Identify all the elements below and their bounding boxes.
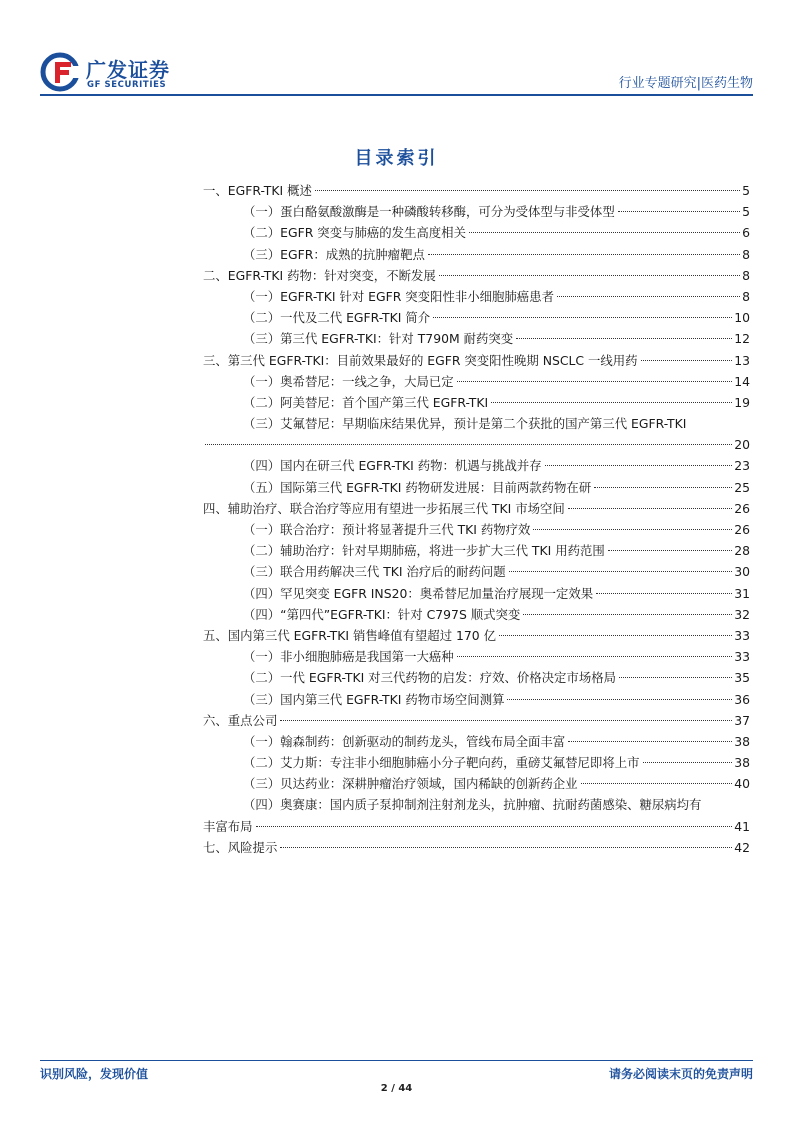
footer-disclaimer: 请务必阅读末页的免责声明 <box>608 1067 753 1081</box>
toc-leader-dots <box>507 699 732 700</box>
toc-leader-dots <box>533 529 732 530</box>
toc-entry-label: （五）国际第三代 EGFR-TKI 药物研发进展：目前两款药物在研 <box>243 479 592 495</box>
toc-leader-dots <box>205 444 732 445</box>
toc-entry-page: 31 <box>734 585 750 601</box>
toc-entry-label: （二）一代 EGFR-TKI 对三代药物的启发：疗效、价格决定市场格局 <box>243 670 616 686</box>
toc-leader-dots <box>608 550 732 551</box>
toc-entry-page: 6 <box>742 225 750 241</box>
toc-leader-dots <box>641 360 733 361</box>
toc-section-entry[interactable] <box>203 180 750 201</box>
toc-entry-page: 8 <box>742 288 750 304</box>
toc-leader-dots <box>594 487 732 488</box>
toc-entry-page: 38 <box>734 733 750 749</box>
toc-entry-page: 5 <box>742 183 750 198</box>
toc-entry[interactable] <box>203 752 750 773</box>
toc-leader-dots <box>581 783 733 784</box>
toc-leader-dots <box>516 338 732 339</box>
toc-entry-label: （三）贝达药业：深耕肿瘤治疗领域，国内稀缺的创新药企业 <box>243 776 578 792</box>
toc-leader-dots <box>469 232 740 233</box>
toc-entry-page: 8 <box>742 246 750 262</box>
toc-entry-page: 38 <box>734 755 750 771</box>
toc-entry-label: （三）第三代 EGFR-TKI：针对 T790M 耐药突变 <box>243 331 514 347</box>
toc-section-entry[interactable] <box>203 498 750 519</box>
toc-leader-dots <box>457 381 733 382</box>
header-divider <box>40 94 753 96</box>
logo-english-name: GF SECURITIES <box>87 80 167 90</box>
toc-leader-dots <box>619 677 732 678</box>
toc-leader-dots <box>428 254 740 255</box>
toc-entry-page: 12 <box>734 331 750 347</box>
page-number: 2 / 44 <box>380 1083 413 1094</box>
toc-entry-label: （二）一代及二代 EGFR-TKI 简介 <box>243 310 431 326</box>
toc-entry-label: （四）罕见突变 EGFR INS20：奥希替尼加量治疗展现一定效果 <box>243 585 594 601</box>
toc-leader-dots <box>643 762 733 763</box>
toc-entry-label: （三）EGFR：成熟的抗肿瘤靶点 <box>243 246 425 262</box>
toc-entry-page: 13 <box>734 352 750 368</box>
toc-leader-dots <box>509 571 733 572</box>
toc-entry[interactable] <box>203 286 750 307</box>
toc-entry-label: 六、重点公司 <box>203 712 278 728</box>
toc-leader-dots <box>433 317 732 318</box>
toc-entry-page: 33 <box>734 649 750 665</box>
toc-entry-label-continued: 丰富布局 <box>203 818 253 834</box>
toc-entry-label: （二）辅助治疗：针对早期肺癌，将进一步扩大三代 TKI 用药范围 <box>243 543 605 559</box>
toc-leader-dots <box>523 614 732 615</box>
toc-leader-dots <box>256 826 733 827</box>
toc-entry[interactable] <box>203 519 750 540</box>
toc-section-entry[interactable] <box>203 837 750 858</box>
toc-entry-page: 41 <box>734 818 750 834</box>
toc-entry[interactable] <box>203 646 750 667</box>
toc-entry[interactable] <box>203 201 750 222</box>
toc-entry-page: 26 <box>734 522 750 537</box>
toc-entry-label: （三）联合用药解决三代 TKI 治疗后的耐药问题 <box>243 564 506 580</box>
toc-entry-label: （三）国内第三代 EGFR-TKI 药物市场空间测算 <box>243 691 505 707</box>
toc-entry-label: （二）阿美替尼：首个国产第三代 EGFR-TKI <box>243 394 489 410</box>
toc-entry-page: 8 <box>742 267 750 283</box>
toc-entry-label: （一）翰森制药：创新驱动的制药龙头，管线布局全面丰富 <box>243 733 566 749</box>
toc-entry-label: （一）奥希替尼：一线之争，大局已定 <box>243 373 454 389</box>
toc-entry-label: 七、风险提示 <box>203 839 278 855</box>
toc-entry-label: （二）EGFR 突变与肺癌的发生高度相关 <box>243 225 466 241</box>
toc-entry-label: （四）国内在研三代 EGFR-TKI 药物：机遇与挑战并存 <box>243 458 542 474</box>
toc-entry-label: 一、EGFR-TKI 概述 <box>203 183 312 198</box>
toc-entry-page: 14 <box>734 373 750 389</box>
toc-entry[interactable] <box>203 328 750 349</box>
toc-leader-dots <box>457 656 733 657</box>
toc-entry-label: （四）奥赛康：国内质子泵抑制剂注射剂龙头，抗肿瘤、抗耐药菌感染、糖尿病均有 <box>243 797 702 813</box>
toc-leader-dots <box>568 508 732 509</box>
toc-section-entry[interactable] <box>203 710 750 731</box>
report-category: 行业专题研究|医药生物 <box>618 76 753 91</box>
company-logo <box>40 52 220 92</box>
toc-entry[interactable] <box>203 540 750 561</box>
toc-entry-page: 19 <box>734 394 750 410</box>
toc-entry-page: 33 <box>734 627 750 643</box>
toc-leader-dots <box>499 635 732 636</box>
footer-divider <box>40 1060 753 1061</box>
toc-entry-label: （三）艾氟替尼：早期临床结果优异，预计是第二个获批的国产第三代 EGFR-TKI <box>243 416 687 432</box>
toc-entry-label: （一）非小细胞肺癌是我国第一大癌种 <box>243 649 454 665</box>
toc-entry[interactable] <box>203 773 750 794</box>
toc-leader-dots <box>545 465 733 466</box>
toc-entry-page: 37 <box>734 712 750 728</box>
toc-title: 目录索引 <box>354 148 439 169</box>
toc-entry[interactable] <box>203 244 750 265</box>
toc-entry[interactable] <box>203 307 750 328</box>
toc-entry-label: 五、国内第三代 EGFR-TKI 销售峰值有望超过 170 亿 <box>203 627 496 643</box>
page-header <box>40 50 753 94</box>
toc-entry[interactable] <box>203 371 750 392</box>
toc-entry-page: 40 <box>734 776 750 792</box>
toc-entry[interactable] <box>203 477 750 498</box>
toc-entry[interactable] <box>203 413 750 434</box>
toc-entry-continuation[interactable] <box>203 816 750 837</box>
toc-entry-page: 28 <box>734 543 750 559</box>
toc-entry[interactable] <box>203 222 750 243</box>
toc-leader-dots <box>491 402 732 403</box>
logo-chinese-name: 广发证券 <box>86 58 170 82</box>
toc-leader-dots <box>596 593 732 594</box>
toc-leader-dots <box>618 211 740 212</box>
toc-entry-page: 32 <box>734 606 750 622</box>
toc-entry-label: （二）艾力斯：专注非小细胞肺癌小分子靶向药，重磅艾氟替尼即将上市 <box>243 755 640 771</box>
toc-entry[interactable] <box>203 667 750 688</box>
toc-entry-label: （一）蛋白酪氨酸激酶是一种磷酸转移酶，可分为受体型与非受体型 <box>243 204 615 220</box>
toc-entry[interactable] <box>203 689 750 710</box>
toc-leader-dots <box>280 720 732 721</box>
toc-entry[interactable] <box>203 392 750 413</box>
toc-entry-page: 30 <box>734 564 750 580</box>
toc-entry-label: 三、第三代 EGFR-TKI：目前效果最好的 EGFR 突变阳性晚期 NSCLC 一线用药 <box>203 352 638 368</box>
toc-leader-dots <box>315 190 740 191</box>
toc-entry-label: 二、EGFR-TKI 药物：针对突变，不断发展 <box>203 267 436 283</box>
toc-entry[interactable] <box>203 455 750 476</box>
toc-entry-label: （四）“第四代”EGFR-TKI：针对 C797S 顺式突变 <box>243 606 521 622</box>
footer-slogan: 识别风险，发现价值 <box>40 1067 149 1081</box>
toc-entry-page: 20 <box>734 437 750 453</box>
toc-entry-continuation[interactable] <box>203 434 750 455</box>
toc-entry-page: 26 <box>734 500 750 516</box>
toc-entry[interactable] <box>203 604 750 625</box>
toc-entry-page: 25 <box>734 479 750 495</box>
toc-entry-label: 四、辅助治疗、联合治疗等应用有望进一步拓展三代 TKI 市场空间 <box>203 500 565 516</box>
toc-entry-page: 23 <box>734 458 750 474</box>
table-of-contents <box>203 180 750 858</box>
toc-entry-page: 42 <box>734 839 750 855</box>
toc-entry-page: 35 <box>734 670 750 686</box>
toc-leader-dots <box>280 847 732 848</box>
toc-entry-label: （一）联合治疗：预计将显著提升三代 TKI 药物疗效 <box>243 522 531 537</box>
toc-section-entry[interactable] <box>203 625 750 646</box>
toc-entry[interactable] <box>203 583 750 604</box>
toc-entry-page: 5 <box>742 204 750 220</box>
toc-leader-dots <box>568 741 732 742</box>
toc-entry-page: 10 <box>734 310 750 326</box>
toc-entry[interactable] <box>203 561 750 582</box>
toc-section-entry[interactable] <box>203 350 750 371</box>
toc-section-entry[interactable] <box>203 265 750 286</box>
toc-entry-label: （一）EGFR-TKI 针对 EGFR 突变阳性非小细胞肺癌患者 <box>243 288 554 304</box>
toc-leader-dots <box>439 275 740 276</box>
toc-entry[interactable] <box>203 731 750 752</box>
gf-logo-icon <box>40 52 82 92</box>
toc-entry[interactable] <box>203 794 750 815</box>
toc-leader-dots <box>557 296 740 297</box>
toc-entry-page: 36 <box>734 691 750 707</box>
